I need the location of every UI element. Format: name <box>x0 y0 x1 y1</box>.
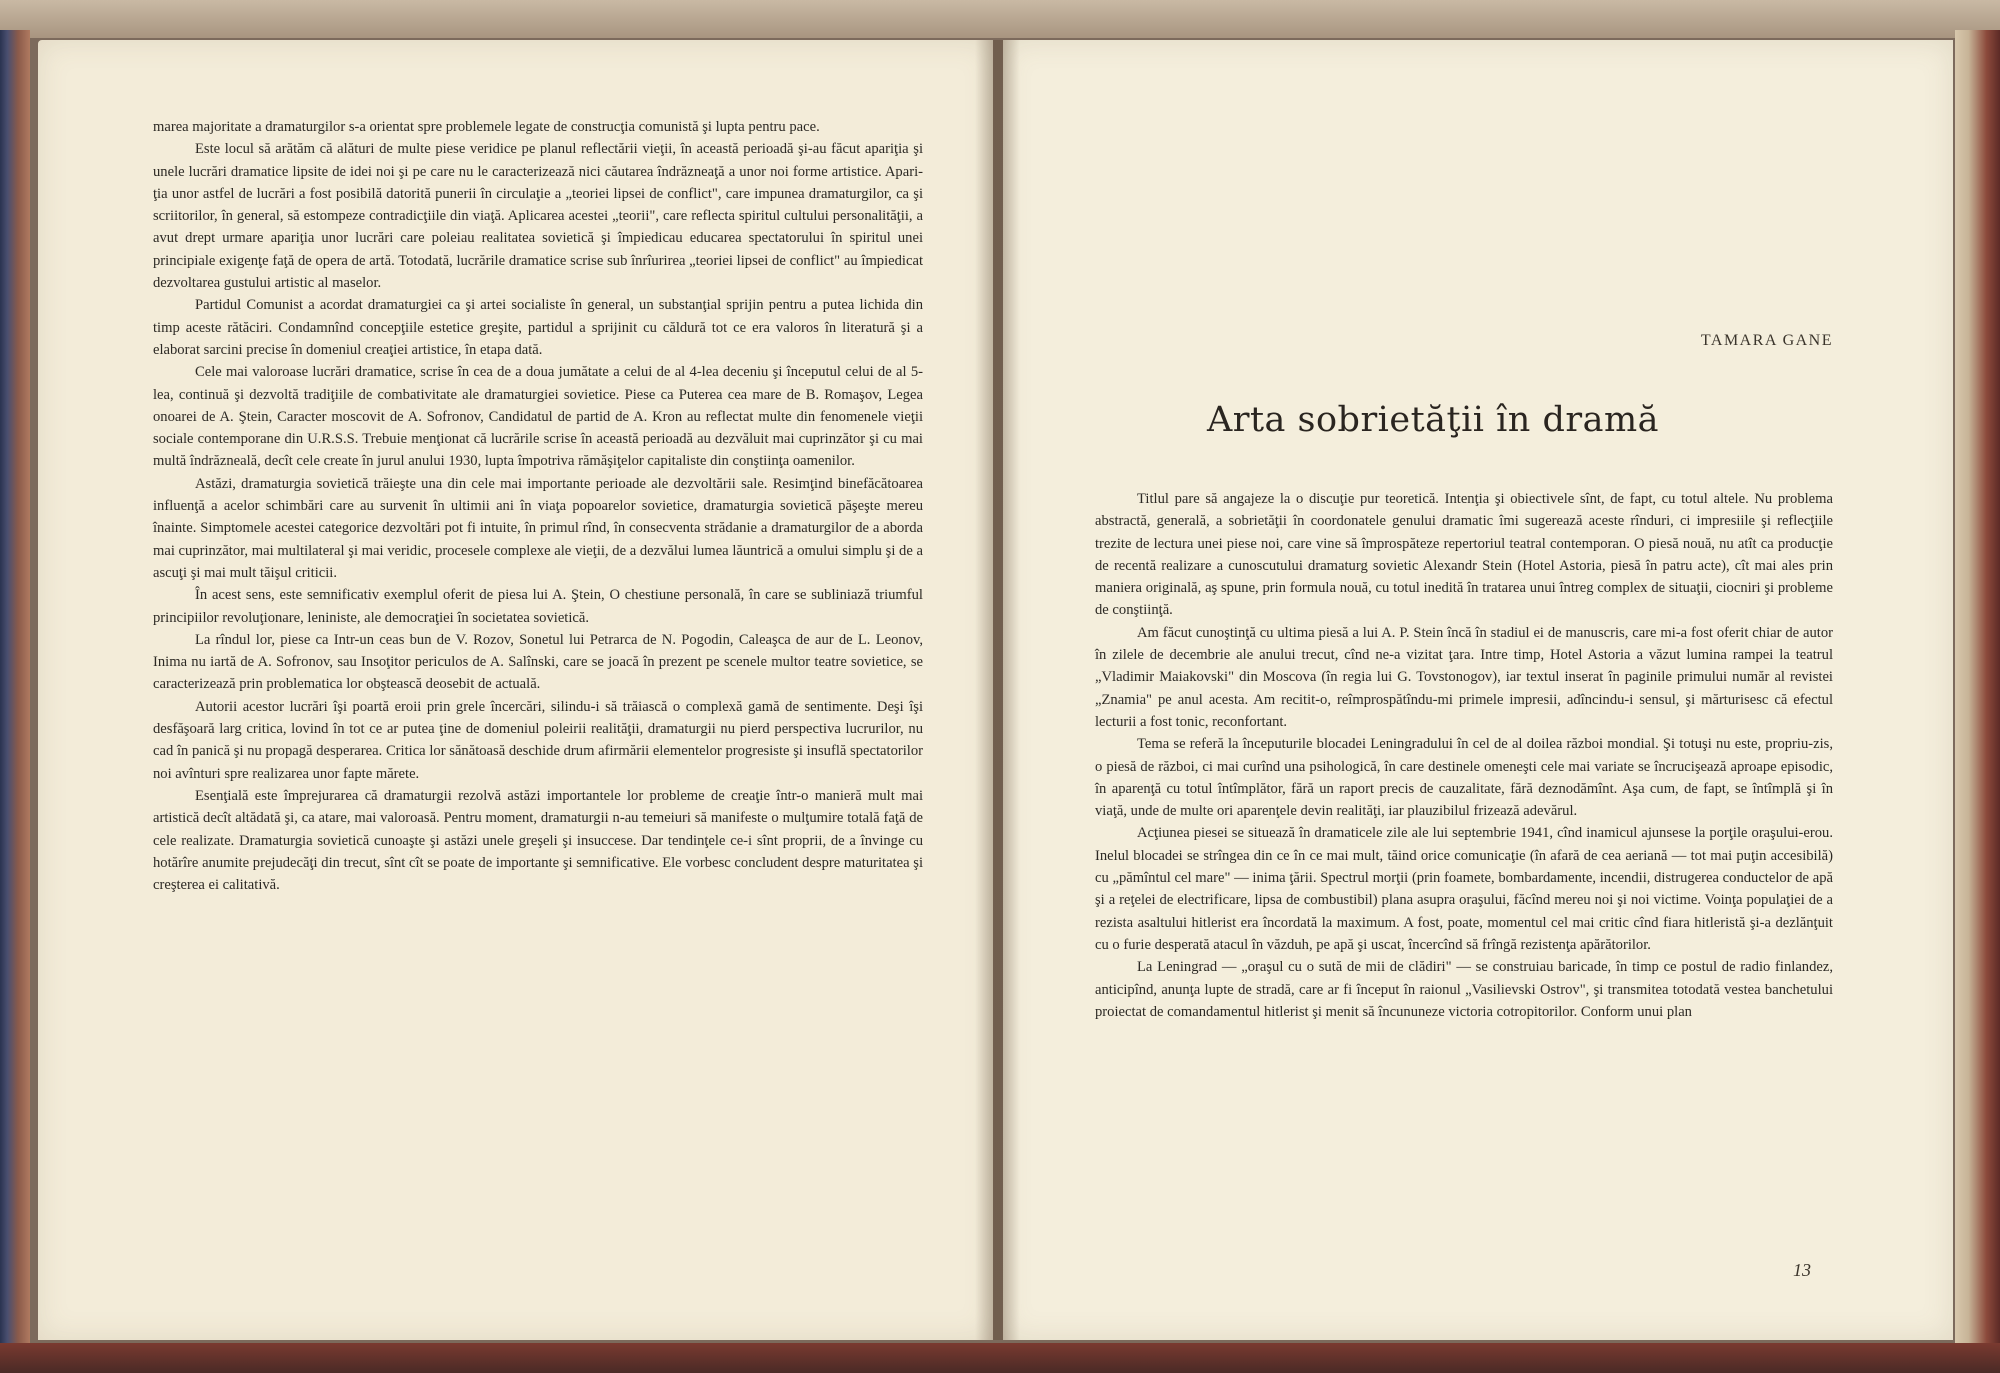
paragraph: Este locul să arătăm că alături de multe piese veridice pe planul reflectării vieţii, în această perioadă şi-au făcut apariţia şi unele lucrări dramatice lipsite de idei noi şi pe care nu le caracterizează nici căutarea îndrăzneaţă a unor noi forme artistice. Apariţia unor astfel de lucrări a fost posibilă datorită punerii în circulaţie a „teoriei lipsei de conflict", care impunea dramaturgilor, ca şi scriitorilor, în general, să estompeze contradicţiile din viaţă. Aplicarea acestei „teorii", care reflecta spiritul cultului personalităţii, a avut drept urmare apariţia unor lucrări care poleiau realitatea sovietică şi împiedicau educarea spectatorului în spiritul unei principiale exigenţe faţă de opera de artă. Totodată, lucrările dramatice scrise sub înrîurirea „teoriei lipsei de conflict" au împiedicat dezvoltarea gustului artistic al maselor. <box>153 141 923 292</box>
article-title: Arta sobrietăţii în dramă <box>1206 400 1660 440</box>
right-page-text <box>1095 488 1833 1023</box>
book-cover-top <box>0 0 2000 38</box>
paragraph: Titlul pare să angajeze la o discuţie pur teoretică. Intenţia şi obiectivele sînt, de fapt, cu totul altele. Nu problema abstractă, generală, a sobrietăţii în coordonatele genului dramatic îmi sugerează aceste rînduri, ci impresiile şi reflecţiile trezite de lectura unei piese noi, care vine să împrospăteze repertoriul teatral contemporan. O piesă nouă, nu atît ca producţie de recentă realizare a cunoscutului dramaturg sovietic Alexandr Stein (Hotel Astoria, piesă în patru acte), cît mai ales prin maniera originală, aş spune, prin formula nouă, cu totul inedită în tratarea unui întreg complex de situaţii, ciocniri şi probleme de conştiinţă. <box>1095 491 1833 619</box>
paragraph: Autorii acestor lucrări îşi poartă eroii prin grele încercări, silindu-i să trăiască o complexă gamă de sentimente. Deşi îşi desfăşoară larg critica, lovind în tot ce ar putea ţine de domeniul poleirii realităţii, dramaturgii nu pierd perspectiva lucrurilor, nu cad în panică şi nu propagă desperarea. Critica lor sănătoasă deschide drum afirmării elementelor progresiste şi insuflă spectatorilor noi avînturi spre realizarea unor fapte mărete. <box>153 698 923 782</box>
paragraph: Acţiunea piesei se situează în dramaticele zile ale lui septembrie 1941, cînd inamicul ajunsese la porţile oraşului-erou. Inelul blocadei se strîngea din ce în ce mai mult, tăind orice comunicaţie (în afară de cea aeriană — tot mai puţin accesibilă) cu „pămîntul cel mare" — inima ţării. Spectrul morţii (prin foamete, bombardamente, incendii, distrugerea conductelor de apă şi a reţelei de electrificare, lipsa de combustibil) plana asupra oraşului, făcînd mereu noi şi noi victime. Voinţa populaţiei de a rezista asaltului hitlerist era încordată la maximum. A fost, poate, momentul cel mai critic cînd fiara hitleristă şi-a dezlănţuit cu o furie desperată atacul în văzduh, pe apă şi uscat, încercînd să frîngă rezistenţa apărătorilor. <box>1095 825 1833 953</box>
paragraph: Partidul Comunist a acordat dramaturgiei ca şi artei socialiste în general, un substanţial sprijin pentru a putea lichida din timp aceste rătăciri. Condamnînd concepţiile estetice greşite, partidul a sprijinit cu căldură tot ce era valoros în literatură şi a elaborat sarcini precise în domeniul creaţiei artistice, în etapa dată. <box>153 297 923 358</box>
paragraph: Astăzi, dramaturgia sovietică trăieşte una din cele mai importante perioade ale dezvoltării sale. Resimţind binefăcătoarea influenţă a acelor schimbări care au survenit în ultimii ani în viaţa popoarelor sovietice, dramaturgia sovietică păşeşte mereu înainte. Simptomele acestei categorice dezvoltări pot fi intuite, în primul rînd, în consecventa strădanie a dramaturgilor de a aborda mai cuprinzător, mai multilateral şi mai veridic, procesele complexe ale vieţii, de a dezvălui lumea lăuntrică a omului simplu şi de a ascuţi şi mai mult tăişul criticii. <box>153 475 923 581</box>
right-page <box>1003 40 1953 1340</box>
paragraph: Esenţială este împrejurarea că dramaturgii rezolvă astăzi importantele lor probleme de creaţie într-o manieră mult mai artistică decît altădată şi, ca atare, mai valoroasă. Pentru moment, dramaturgii n-au temeiuri să manifeste o mulţumire totală faţă de cele realizate. Dramaturgia sovietică cunoaşte şi astăzi unele greşeli şi insuccese. Dar tendinţele ce-i sînt proprii, de a învinge cu hotărîre anumite prejudecăţi din trecut, sînt cît se poate de importante şi semnificative. Ele vorbesc concludent despre maturitatea şi creşterea ei calitativă. <box>153 787 923 894</box>
paragraph: La Leningrad — „oraşul cu o sută de mii de clădiri" — se construiau baricade, în timp ce postul de radio finlandez, anticipînd, anunţa lupte de stradă, care ar fi început în raionul „Vasilievski Ostrov", şi transmitea totodată vestea banchetului proiectat de comandamentul hitlerist şi menit să încununeze victoria cotropitorilor. Conform unui plan <box>1095 959 1833 1020</box>
article-author: TAMARA GANE <box>1700 332 1833 349</box>
book-cover-bottom <box>0 1343 2000 1373</box>
paragraph: La rîndul lor, piese ca Intr-un ceas bun de V. Rozov, Sonetul lui Petrarca de N. Pogodin, Caleaşca de aur de L. Leonov, Inima nu iartă de A. Sofronov, sau Insoţitor periculos de A. Salînski, care se joacă în prezent pe scenele multor teatre sovietice, se caracterizează prin problematica lor obştească deosebit de actuală. <box>153 631 923 693</box>
paragraph: Tema se referă la începuturile blocadei Leningradului în cel de al doilea război mondial. Şi totuşi nu este, propriu-zis, o piesă de război, ci mai curînd una psihologică, în care destinele omeneşti cele mai variate se încrucişează aproape episodic, în aparenţă cu totul întîmplător, fără un raport precis de cauzalitate, fără deznodămînt. Aşa cum, de fapt, se întîmplă şi în viaţă, unde de multe ori aparenţele devin realităţi, iar plauzibilul frizează adevărul. <box>1095 736 1833 820</box>
paragraph: Am făcut cunoştinţă cu ultima piesă a lui A. P. Stein încă în stadiul ei de manuscris, care mi-a fost oferit chiar de autor în zilele de decembrie ale anului trecut, cînd ne-a vizitat ţara. Intre timp, Hotel Astoria a văzut lumina rampei la teatrul „Vladimir Maiakovski" din Moscova (în regia lui G. Tovstonogov), iar textul inserat în paginile primului număr al revistei „Znamia" pe anul acesta. Am recitit-o, reîmprospătîndu-mi primele impresii, adîncindu-i sensul, şi mărturisesc că efectul lecturii a fost tonic, reconfortant. <box>1095 624 1833 730</box>
book-gutter-shadow <box>975 40 1020 1340</box>
book-cover-right-edge <box>1955 30 2000 1373</box>
book-cover-left-edge <box>0 30 30 1373</box>
page-number: 13 <box>1793 1260 1811 1280</box>
paragraph: Cele mai valoroase lucrări dramatice, scrise în cea de a doua jumătate a celui de al 4-lea deceniu şi începutul celui de al 5-lea, continuă şi dezvoltă tradiţiile de combativitate ale dramaturgiei sovietice. Piese ca Puterea cea mare de B. Romaşov, Legea onoarei de A. Ştein, Caracter moscovit de A. Sofronov, Candidatul de partid de A. Kron au reflectat multe din fenomenele vieţii sociale contemporane din U.R.S.S. Trebuie menţionat că lucrările scrise în această perioadă au dezvăluit mai cuprinzător şi cu mai multă îndrăzneală, decît cele create în jurul anului 1930, lupta împotriva rămăşiţelor capitaliste din conştiinţa oamenilor. <box>153 364 923 470</box>
paragraph: marea majoritate a dramaturgilor s-a orientat spre problemele legate de construcţia comunistă şi lupta pentru pace. <box>153 119 820 135</box>
paragraph: În acest sens, este semnificativ exemplul oferit de piesa lui A. Ştein, O chestiune personală, în care se subliniază triumful principiilor revoluţionare, leniniste, ale democraţiei în societatea sovietică. <box>153 587 923 626</box>
left-page-text <box>153 116 923 896</box>
left-page <box>38 40 993 1340</box>
